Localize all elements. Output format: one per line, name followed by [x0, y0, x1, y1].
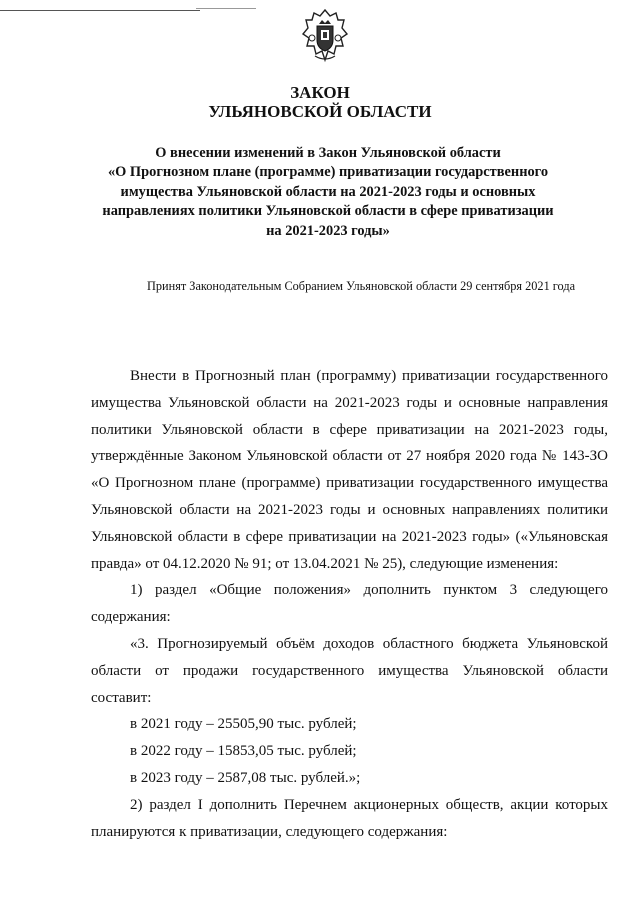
body-line: имущества Ульяновской области на 2021-2023 годы и основные направления	[91, 394, 608, 411]
body-line: области от продажи государственного имущества Ульяновской области	[91, 662, 608, 679]
law-subtitle	[88, 144, 568, 241]
body-line: в 2022 году – 15853,05 тыс. рублей;	[130, 743, 357, 760]
body-line: Ульяновской области на 2021-2023 годы и основных направлениях политики	[91, 501, 608, 518]
subtitle-line: О внесении изменений в Закон Ульяновской области	[155, 145, 501, 161]
coat-of-arms-icon	[300, 8, 350, 64]
scan-edge-line	[196, 8, 256, 9]
law-body	[91, 363, 608, 845]
body-line: 1) раздел «Общие положения» дополнить пунктом 3 следующего	[130, 582, 608, 599]
body-line: в 2023 году – 2587,08 тыс. рублей.»;	[130, 769, 361, 786]
body-line: Внести в Прогнозный план (программу) приватизации государственного	[130, 368, 608, 384]
body-line: планируются к приватизации, следующего содержания:	[91, 823, 448, 840]
body-line: политики Ульяновской области в сфере приватизации на 2021-2023 годы,	[91, 421, 608, 438]
body-line: составит:	[91, 689, 152, 706]
body-line: Ульяновской области в сфере приватизации на 2021-2023 годы» («Ульяновская	[91, 528, 608, 545]
scan-edge-line	[0, 10, 200, 11]
subtitle-line: направлениях политики Ульяновской области в сфере приватизации	[102, 203, 554, 220]
body-line: 2) раздел I дополнить Перечнем акционерных обществ, акции которых	[130, 796, 608, 813]
body-line: правда» от 04.12.2020 № 91; от 13.04.2021 № 25), следующие изменения:	[91, 555, 559, 572]
body-line: «О Прогнозном плане (программе) приватизации государственного имущества	[91, 475, 608, 492]
subtitle-line: на 2021-2023 годы»	[266, 222, 390, 239]
body-line: «3. Прогнозируемый объём доходов областного бюджета Ульяновской	[130, 635, 608, 652]
subtitle-line: «О Прогнозном плане (программе) приватизации государственного	[107, 164, 549, 181]
adoption-note: Принят Законодательным Собранием Ульяновской области 29 сентября 2021 года	[147, 279, 576, 293]
body-line: утверждённые Законом Ульяновской области от 27 ноября 2020 года № 143-ЗО	[91, 448, 608, 465]
body-line: в 2021 году – 25505,90 тыс. рублей;	[130, 716, 357, 733]
region-heading: УЛЬЯНОВСКОЙ ОБЛАСТИ	[208, 102, 432, 121]
subtitle-line: имущества Ульяновской области на 2021-2023 годы и основных	[120, 183, 536, 200]
body-line: содержания:	[91, 609, 171, 626]
document-type-heading: ЗАКОН	[290, 83, 350, 102]
